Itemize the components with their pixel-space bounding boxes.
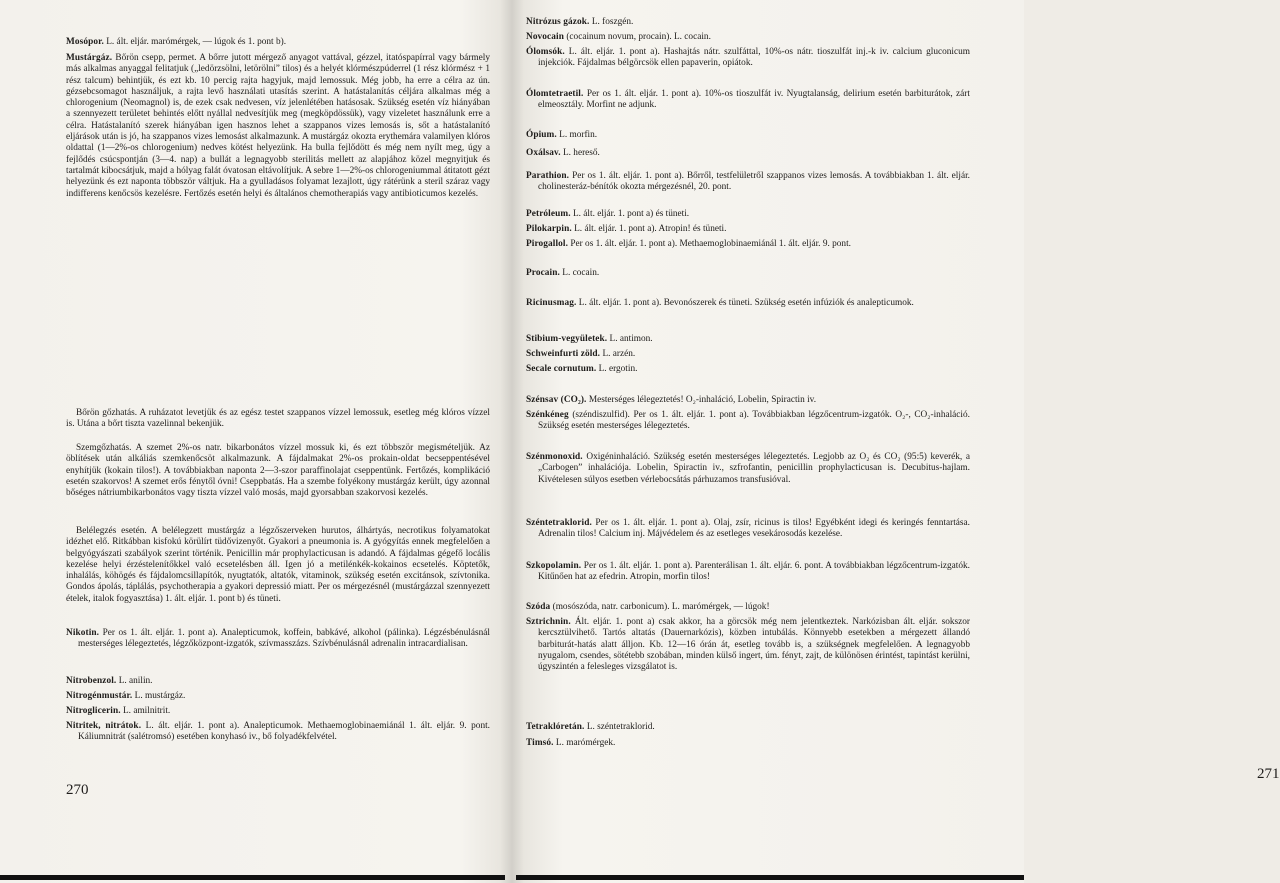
entry-term: Parathion. xyxy=(526,171,570,181)
entry-secale xyxy=(526,364,970,375)
entry-novocain xyxy=(526,32,970,43)
entry-term: Mosópor. xyxy=(66,37,104,47)
right-page xyxy=(516,0,1280,883)
entry-mustargaz xyxy=(66,53,490,200)
entry-text: L. antimon. xyxy=(609,334,653,344)
entry-olomsok xyxy=(526,47,970,70)
entry-text: L. ált. eljár. 1. pont a). Atropin! és tüneti. xyxy=(574,224,727,234)
page-number-right: 271 xyxy=(1257,766,1280,782)
entry-term: Nitrobenzol. xyxy=(66,676,117,686)
entry-szenkeneg xyxy=(526,410,970,433)
entry-term: Schweinfurti zöld. xyxy=(526,349,601,359)
entry-timso xyxy=(526,738,970,749)
entry-text: L. marómérgek. xyxy=(555,738,616,748)
entry-text: Szemgőzhatás. A szemet 2%-os natr. bikarbonátos vízzel mossuk ki, és ezt többször megismételjük. Az öblítések után alkáliás szemkenőcsöt alkalmazunk. A fájdalmakat 2%-os prokain-oldat becseppentésével enyhítjük (kokain tilos!). A továbbiakban naponta 2—3-szor paraffinolajat cseppentünk. Fertőzés, komplikáció esetén szakorvos! A szemet erős fénytől óvni! Cseppbatás. Ha a szembe folyékony mustárgáz került, úgy azonnal bőséges nátriumbikarbonátos vagy tiszta vízzel való mosás, majd gyorsabban szakorvosi kezelés. xyxy=(66,443,490,499)
entry-text: Mesterséges lélegeztetés! O₂-inhaláció, Lobelin, Spiractin iv. xyxy=(588,395,817,405)
entry-text: L. amilnitrit. xyxy=(123,706,171,716)
entry-text: Per os 1. ált. eljár. 1. pont a). Analepticumok, koffein, babkávé, alkohol (pálinka). Légzésbénulásnál mesterséges lélegeztetés, légzőközpont-izgatók, szívmasszázs. Szívbénulásnál adrenalin intracardialisan. xyxy=(78,628,490,650)
entry-schweinfurti xyxy=(526,349,970,360)
entry-left-short-8 xyxy=(66,706,490,717)
entry-text: L. ált. eljár. 1. pont a) és tüneti. xyxy=(572,209,690,219)
entry-term: Szénkéneg xyxy=(526,410,569,420)
entry-term: Szóda xyxy=(526,602,551,612)
entry-term: Secale cornutum. xyxy=(526,364,597,374)
bottom-rule-left xyxy=(0,875,505,880)
entry-term: Petróleum. xyxy=(526,209,571,219)
entry-term: Szkopolamin. xyxy=(526,561,582,571)
entry-oxalsav xyxy=(526,148,970,159)
entry-left-short-6 xyxy=(66,676,490,687)
entry-term: Mustárgáz. xyxy=(66,53,113,63)
entry-term: Sztrichnin. xyxy=(526,617,571,627)
entry-left-short-7 xyxy=(66,691,490,702)
entry-term: Szénsav (CO₂). xyxy=(526,395,587,405)
entry-term: Szénmonoxid. xyxy=(526,452,583,462)
entry-szkopolamin xyxy=(526,561,970,584)
entry-term: Pilokarpin. xyxy=(526,224,572,234)
entry-text: L. anilin. xyxy=(118,676,153,686)
left-page xyxy=(0,0,505,883)
entry-text: (mosószóda, natr. carbonicum). L. marómérgek, — lúgok! xyxy=(552,602,770,612)
entry-left-short-5 xyxy=(66,628,490,651)
entry-bor-gozhatas xyxy=(66,408,490,431)
entry-szentetraklorid xyxy=(526,518,970,541)
entry-szensav xyxy=(526,395,970,406)
entry-olomtetraetil xyxy=(526,89,970,112)
entry-ricinusmag xyxy=(526,298,970,309)
entry-term: Széntetraklorid. xyxy=(526,518,592,528)
page-number-left: 270 xyxy=(66,782,89,798)
entry-term: Timsó. xyxy=(526,738,554,748)
entry-text: Belélegzés esetén. A belélegzett mustárgáz a légzőszerveken hurutos, álhártyás, necrotikus folyamatokat idézhet elő. Ritkábban kisfokú körülírt tüdővizenyőt. Gyakori a pneumonia is. A gyógyítás ennek megfelelően a belgyógyászati szabályok szerint történik. Penicillin már prophylacticusan is adandó. A fájdalmas gégefő locális kezelése helyi érzéstelenítőkkel való ecsetelésben áll. Igen jó a metilénkék-kokainos ecsetelés. Köptetők, inhalálás, köhögés és fájdalomcsillapítók, nyugtatók, altatók, vitaminok, szükség esetén excitánsok, szívtonika. Gondos ápolás, táplálás, psychotherapia a gyakori depressió miatt. Per os mérgezésnél (mustárgázzal szennyezett ételek, italok fogyasztása) 1. ált. eljár. 1. pont b) és tüneti. xyxy=(66,526,490,604)
entry-text: (cocainum novum, procain). L. cocain. xyxy=(566,32,711,42)
entry-nitrozus xyxy=(526,17,970,28)
entry-szoda xyxy=(526,602,970,613)
entry-text: Per os 1. ált. eljár. 1. pont a). Bőrről, testfelületről szappanos vizes lemosás. A továbbiakban 1. ált. eljár. cholinesteráz-bénítók okozta mérgezésnél, 20. pont. xyxy=(538,171,970,193)
entry-text: Bőrön csepp, permet. A bőrre jutott mérgező anyagot vattával, gézzel, itatóspapírral vagy bármely más alkalmas anyaggal felitatjuk („ledörzsölni, letörölni” tilos) és a helyét klórmészpúderrel (1 rész klórmész + 1 rész talcum) behintjük, és ezt kb. 10 percig rajta hagyjuk, majd lemossuk. Még jobb, ha erre a célra az ún. gézsebcsomagot használjuk, a rajta levő használati utasítás szerint. A hatástalanítás céljára alkalmas még a chlorogenium (Neomagnol) is, de ezek csak nedvesen, víz jelenlétében hatásosak. Szükség esetén víz hiányában a szennyezett területet behintés előtt nyállal nedvesítjük meg (megköpdössük), vagy vizeletet használunk erre a célra. Hatástalanító szerek hiányában igen hasznos lehet a szappanos vizes lemosás is, sőt a hatástalanító eljárások után is jó, ha szappanos vizes lemosást alkalmazunk. A mustárgáz okozta erythemára valamilyen klóros oldattal (1—2%-os chlorogenium) nedves kötést helyezünk. Ha bulla fejlődött és még nem nyílt meg, úgy a fejlődés csúcspontján (3—4. nap) a bullát a legnagyobb sterilitás mellett az alapjához közel megnyitjuk és tartalmát kibocsátjuk, majd a hólyag falát óvatosan eltávolítjuk. A sebre 1—2%-os chlorogeniummal átitatott gézt helyezünk és ezt naponta többször váltjuk. Ha a gyulladásos folyamat lezajlott, úgy rátérünk a steril száraz vagy indifferens kenőcsös kezelésre. Fertőzés esetén helyi és általános chemotherapiás vagy antibioticumos kezelés. xyxy=(66,53,490,199)
entry-text: L. ált. eljár. 1. pont a). Hashajtás nátr. szulfáttal, 10%-os nátr. tioszulfát inj.-k iv. calcium gluconicum injekciók. Fájdalmas bélgörcsök ellen papaverin, opiátok. xyxy=(538,47,970,69)
entry-text: Per os 1. ált. eljár. 1. pont a). Parenterálisan 1. ált. eljár. 6. pont. A továbbiakban légzőcentrum-izgatók. Kitűnően hat az efedrin. Atropin, morfin tilos! xyxy=(538,561,971,583)
entry-opium xyxy=(526,130,970,141)
entry-term: Nikotin. xyxy=(66,628,100,638)
entry-szenmonoxid xyxy=(526,452,970,486)
entry-pilokarpin xyxy=(526,224,970,235)
entry-left-short-9 xyxy=(66,721,490,744)
entry-procain xyxy=(526,268,970,279)
entry-petroleum xyxy=(526,209,970,220)
entry-text: Per os 1. ált. eljár. 1. pont a). Olaj, zsír, ricinus is tilos! Egyébként idegi és keringés fenntartása. Adrenalin tilos! Calcium inj. Májvédelem és az esetleges vesekárosodás kezelése. xyxy=(538,518,970,540)
entry-belelegzes xyxy=(66,526,490,605)
entry-term: Nitritek, nitrátok. xyxy=(66,721,142,731)
entry-term: Nitroglicerin. xyxy=(66,706,121,716)
entry-text: L. ált. eljár. marómérgek, — lúgok és 1. pont b). xyxy=(106,37,287,47)
entry-term: Procain. xyxy=(526,268,560,278)
entry-term: Ópium. xyxy=(526,130,557,140)
entry-text: L. ált. eljár. 1. pont a). Analepticumok. Methaemoglobinaemiánál 1. ált. eljár. 9. pont. Káliumnitrát (salétromsó) esetében konyhasó iv., bő folyadékfelvétel. xyxy=(78,721,490,743)
entry-parathion xyxy=(526,171,970,194)
entry-term: Tetraklóretán. xyxy=(526,722,585,732)
entry-term: Pirogallol. xyxy=(526,239,568,249)
entry-text: L. széntetraklorid. xyxy=(586,722,655,732)
entry-text: Oxigéninhaláció. Szükség esetén mesterséges lélegeztetés. Legjobb az O₂ és CO₂ (95:5) keverék, a „Carbogen” inhalációja. Lobelin, Spiractin iv., szfrofantin, penicillin prophylacticusan is. Decubitus-hajlam. Kivételesen súlyos esetben vérlebocsátás párhuzamos transfusióval. xyxy=(538,452,971,485)
entry-term: Ricinusmag. xyxy=(526,298,577,308)
entry-term: Nitrogénmustár. xyxy=(66,691,133,701)
entry-term: Ólomtetraetil. xyxy=(526,89,584,99)
entry-text: Ált. eljár. 1. pont a) csak akkor, ha a görcsök még nem jelentkeztek. Narkózisban ált. eljár. sokszor kercsztülvihető. Tartós altatás (Dauernarkózis), közben intubálás. Könnyebb esetekben a mérgezett állandó barbiturát-hatás alatt álljon. Kb. 12—16 órán át, esetleg tovább is, a szükségnek megfelelően. A legnagyobb nyugalom, csendes, sötétebb szobában, minden külső ingert, úm. fényt, zajt, de különösen érintést, tapintást kerülni, úgyszintén a felesleges vizsgálatot is. xyxy=(538,617,970,673)
entry-text: Bőrön gőzhatás. A ruházatot levetjük és az egész testet szappanos vízzel lemossuk, esetleg még klóros vízzel is. Utána a bőrt tiszta vazelinnal bekenjük. xyxy=(66,408,490,430)
entry-text: L. ergotin. xyxy=(598,364,638,374)
entry-text: L. foszgén. xyxy=(591,17,634,27)
entry-text: (széndiszulfid). Per os 1. ált. eljár. 1. pont a). Továbbiakban légzőcentrum-izgatók. O₂-, CO₂-inhaláció. Szükség esetén mesterséges lélegeztetés. xyxy=(538,410,970,432)
entry-text: Per os 1. ált. eljár. 1. pont a). 10%-os tioszulfát iv. Nyugtalanság, delirium esetén barbiturátok, zárt elmeosztály. Morfint ne adjunk. xyxy=(538,89,970,111)
entry-text: L. cocain. xyxy=(562,268,600,278)
entry-term: Stibium-vegyületek. xyxy=(526,334,608,344)
bottom-rule-right xyxy=(516,875,1024,880)
entry-text: L. hereső. xyxy=(562,148,600,158)
entry-text: Per os 1. ált. eljár. 1. pont a). Methaemoglobinaemiánál 1. ált. eljár. 9. pont. xyxy=(570,239,851,249)
entry-stibium xyxy=(526,334,970,345)
entry-text: L. morfin. xyxy=(559,130,598,140)
entry-pirogallol xyxy=(526,239,970,250)
entry-szemgozhatas xyxy=(66,443,490,499)
entry-sztrichnin xyxy=(526,617,970,673)
entry-term: Novocain xyxy=(526,32,564,42)
entry-term: Ólomsók. xyxy=(526,47,565,57)
entry-term: Oxálsav. xyxy=(526,148,561,158)
entry-mosopor xyxy=(66,37,490,48)
entry-text: L. arzén. xyxy=(602,349,636,359)
entry-tetrakloretan xyxy=(526,722,970,733)
entry-text: L. ált. eljár. 1. pont a). Bevonószerek és tüneti. Szükség esetén infúziók és analepticumok. xyxy=(578,298,914,308)
entry-text: L. mustárgáz. xyxy=(134,691,186,701)
entry-term: Nitrózus gázok. xyxy=(526,17,590,27)
